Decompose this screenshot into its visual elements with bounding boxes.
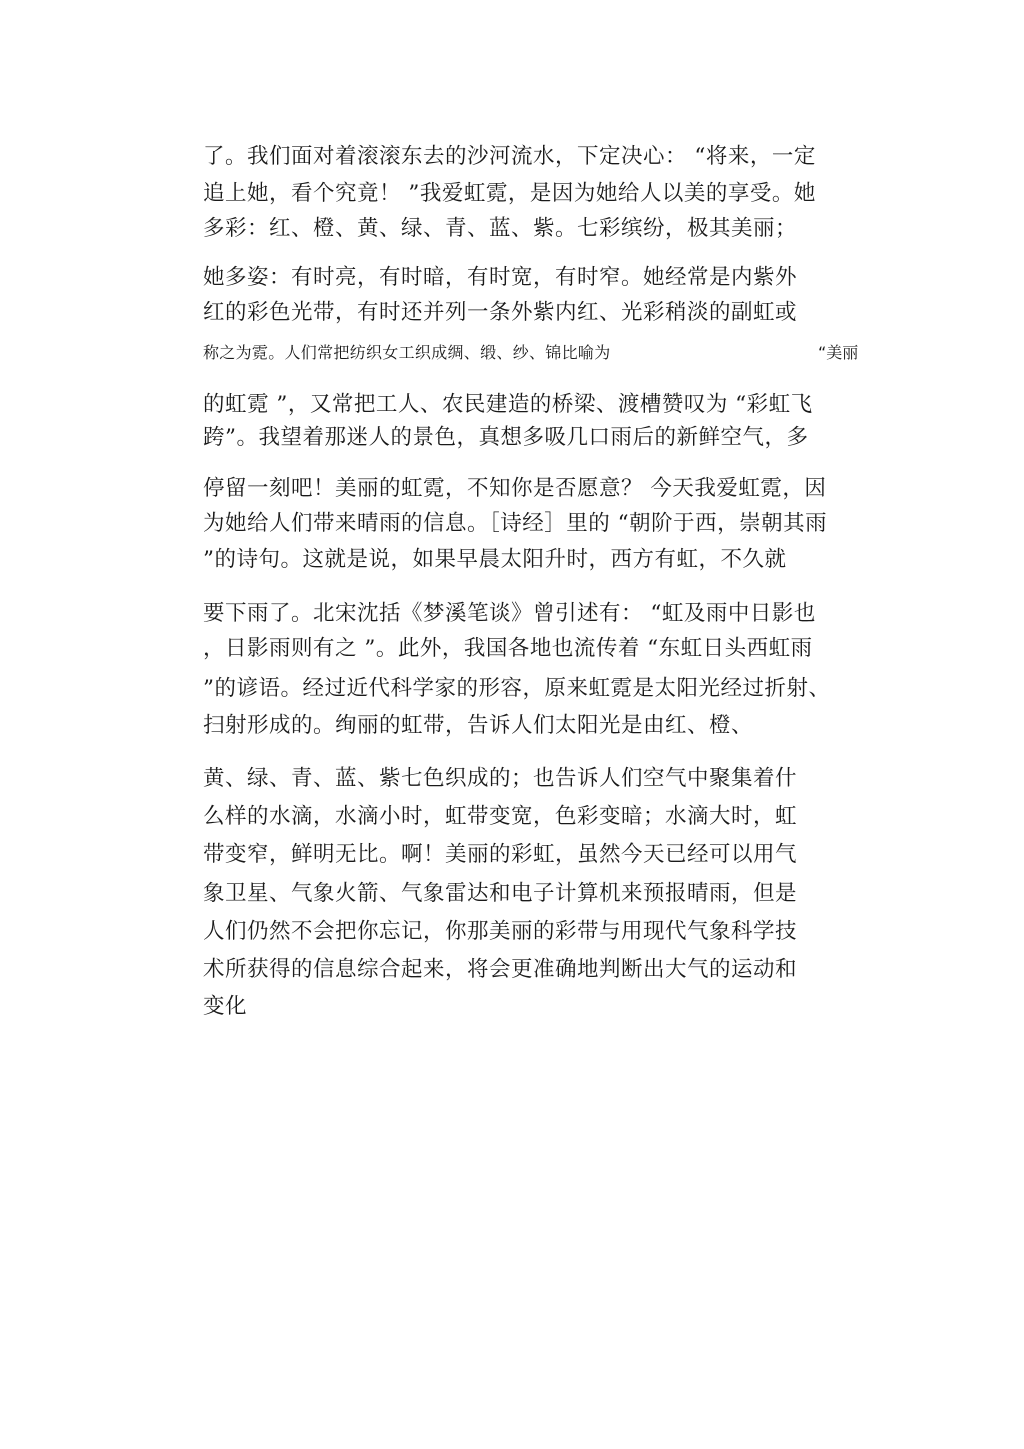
text-line: 带变窄，鲜明无比。啊！美丽的彩虹，虽然今天已经可以用气 — [203, 842, 798, 867]
text-line: 追上她，看个究竟！ ”我爱虹霓，是因为她给人以美的享受。她 — [203, 181, 816, 206]
text-line: 要下雨了。北宋沈括《梦溪笔谈》曾引述有： “虹及雨中日影也 — [203, 601, 816, 626]
text-line: 术所获得的信息综合起来，将会更准确地判断出大气的运动和 — [203, 957, 798, 982]
text-line: 扫射形成的。绚丽的虹带，告诉人们太阳光是由红、橙、 — [203, 713, 754, 738]
text-line: 红的彩色光带，有时还并列一条外紫内红、光彩稍淡的副虹或 — [203, 300, 798, 325]
text-line: 黄、绿、青、蓝、紫七色织成的；也告诉人们空气中聚集着什 — [203, 766, 798, 791]
text-line: 象卫星、气象火箭、气象雷达和电子计算机来预报晴雨，但是 — [203, 881, 798, 906]
text-line: ，日影雨则有之 ”。此外，我国各地也流传着 “东虹日头西虹雨 — [203, 636, 813, 661]
text-line: 停留一刻吧！美丽的虹霓，不知你是否愿意？ 今天我爱虹霓，因 — [203, 476, 827, 501]
text-line: 跨”。我望着那迷人的景色，真想多吸几口雨后的新鲜空气，多 — [203, 425, 809, 450]
text-line: 人们仍然不会把你忘记，你那美丽的彩带与用现代气象科学技 — [203, 919, 798, 944]
text-line: 了。我们面对着滚滚东去的沙河流水，下定决心： “将来，一定 — [203, 144, 816, 169]
text-line: 为她给人们带来晴雨的信息。［诗经］里的 “朝阶于西，崇朝其雨 — [203, 511, 828, 536]
text-line: 的虹霓 ”，又常把工人、农民建造的桥梁、渡槽赞叹为 “彩虹飞 — [203, 392, 813, 417]
text-line: ”的谚语。经过近代科学家的形容，原来虹霓是太阳光经过折射、 — [203, 676, 831, 701]
text-line: 她多姿：有时亮，有时暗，有时宽，有时窄。她经常是内紫外 — [203, 265, 798, 290]
text-line: 称之为霓。人们常把纺织女工织成绸、缎、纱、锦比喻为 — [203, 343, 611, 362]
text-line: ”的诗句。这就是说，如果早晨太阳升时，西方有虹，不久就 — [203, 547, 787, 572]
text-line: 多彩：红、橙、黄、绿、青、蓝、紫。七彩缤纷，极其美丽； — [203, 216, 798, 241]
text-line-tail: “美丽 — [818, 343, 859, 362]
text-line: 变化 — [203, 994, 248, 1019]
text-line: 么样的水滴，水滴小时，虹带变宽，色彩变暗；水滴大时，虹 — [203, 804, 798, 829]
